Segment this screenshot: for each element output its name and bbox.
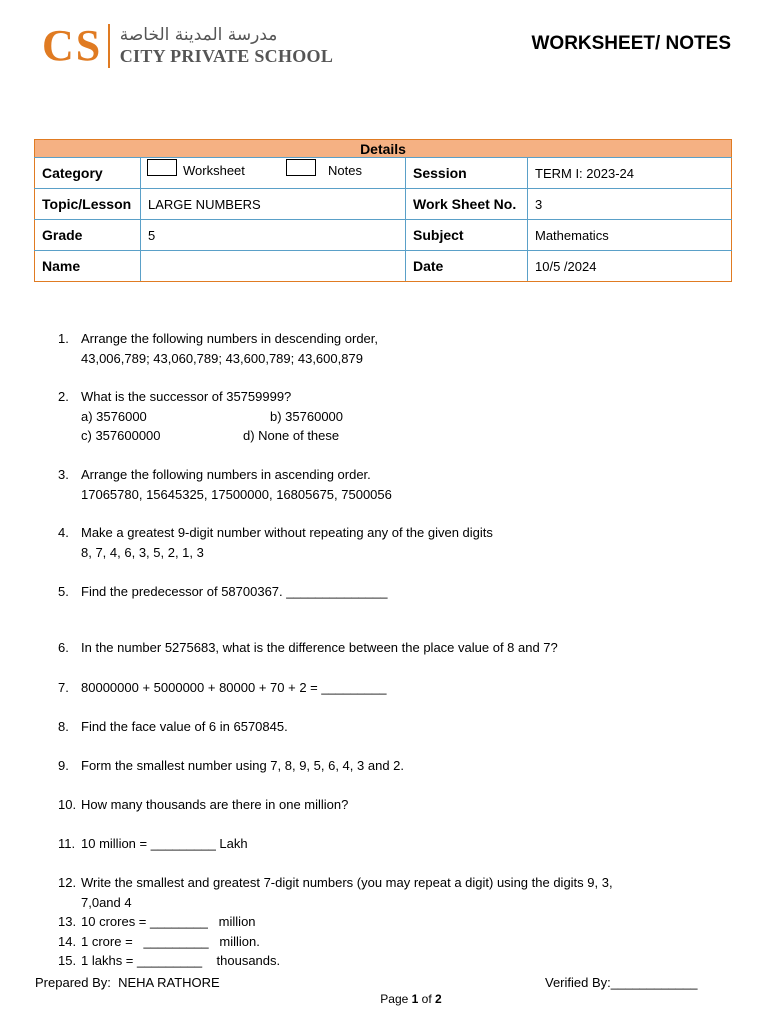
question-text: 43,006,789; 43,060,789; 43,600,789; 43,600,879 <box>81 350 363 366</box>
grade-value: 5 <box>141 220 406 251</box>
worksheet-option[interactable] <box>147 159 245 178</box>
category-options <box>141 158 406 189</box>
question-number: 6. <box>58 640 69 655</box>
answer-option: b) 35760000 <box>270 408 344 424</box>
question-number: 4. <box>58 525 69 540</box>
worksheet-checkbox[interactable] <box>147 159 177 176</box>
question-text: 17065780, 15645325, 17500000, 16805675, 7500056 <box>81 486 392 502</box>
question-number: 15. <box>58 953 77 968</box>
school-name-arabic: مدرسة المدينة الخاصة <box>119 25 278 45</box>
school-logo <box>42 22 333 70</box>
notes-option-label: Notes <box>328 163 362 178</box>
question-text: 8, 7, 4, 6, 3, 5, 2, 1, 3 <box>81 544 204 560</box>
question-number: 10. <box>58 797 77 812</box>
page-current: 1 <box>411 992 419 1006</box>
page-total: 2 <box>435 992 442 1006</box>
question-number: 14. <box>58 934 77 949</box>
question-number: 12. <box>58 875 77 890</box>
question-text: Make a greatest 9-digit number without repeating any of the given digits <box>81 525 493 540</box>
prepared-by: Prepared By: NEHA RATHORE <box>35 975 220 990</box>
page-indicator <box>0 992 768 1006</box>
topic-value: LARGE NUMBERS <box>141 189 406 220</box>
answer-option: d) None of these <box>243 428 340 443</box>
question-number: 13. <box>58 914 77 929</box>
question-number: 9. <box>58 758 69 773</box>
question-number: 11. <box>58 836 76 851</box>
question-text: 10 million = _________ Lakh <box>81 836 248 851</box>
school-name-english: CITY PRIVATE SCHOOL <box>119 46 334 66</box>
subject-label: Subject <box>406 220 528 251</box>
question-number: 7. <box>58 680 69 695</box>
worksheet-number-value: 3 <box>528 189 732 220</box>
page-prefix: Page <box>380 992 412 1006</box>
details-table <box>34 139 732 282</box>
question-text: Find the predecessor of 58700367. ______________ <box>81 584 388 599</box>
date-value: 10/5 /2024 <box>528 251 732 282</box>
question-number: 5. <box>58 584 69 599</box>
question-text: Arrange the following numbers in descending order, <box>81 331 379 346</box>
question-text: 7,0and 4 <box>81 894 132 910</box>
session-value: TERM I: 2023-24 <box>528 158 732 189</box>
session-label: Session <box>406 158 528 189</box>
date-label: Date <box>406 251 528 282</box>
verified-by: Verified By:____________ <box>545 975 698 990</box>
question-text: What is the successor of 35759999? <box>81 389 292 404</box>
question-text: Write the smallest and greatest 7-digit numbers (you may repeat a digit) using the digits 9, 3, <box>81 875 613 890</box>
question-text: Arrange the following numbers in ascending order. <box>81 467 371 482</box>
question-text: In the number 5275683, what is the difference between the place value of 8 and 7? <box>81 640 558 655</box>
question-text: 80000000 + 5000000 + 80000 + 70 + 2 = _________ <box>81 680 387 695</box>
details-header: Details <box>35 140 732 158</box>
question-text: Find the face value of 6 in 6570845. <box>81 719 288 734</box>
subject-value: Mathematics <box>528 220 732 251</box>
worksheet-number-label: Work Sheet No. <box>406 189 528 220</box>
worksheet-option-label: Worksheet <box>183 163 245 178</box>
notes-option[interactable] <box>286 159 362 178</box>
grade-label: Grade <box>35 220 141 251</box>
name-field[interactable] <box>141 251 406 282</box>
question-text: 1 lakhs = _________ thousands. <box>81 953 281 968</box>
answer-option: c) 357600000 <box>81 428 161 443</box>
question-text: Form the smallest number using 7, 8, 9, 5, 6, 4, 3 and 2. <box>81 758 405 773</box>
question-number: 8. <box>58 719 69 734</box>
question-text: 1 crore = _________ million. <box>81 934 260 949</box>
logo-text <box>120 25 333 67</box>
document-title: WORKSHEET/ NOTES <box>531 33 731 54</box>
name-label: Name <box>35 251 141 282</box>
notes-checkbox[interactable] <box>286 159 316 176</box>
question-text: How many thousands are there in one million? <box>81 797 349 812</box>
logo-divider <box>108 24 110 68</box>
topic-label: Topic/Lesson <box>35 189 141 220</box>
category-label: Category <box>35 158 141 189</box>
page-of: of <box>418 992 436 1006</box>
question-text: 10 crores = ________ million <box>81 914 256 929</box>
logo-letters: CS <box>42 21 103 70</box>
answer-option: a) 3576000 <box>81 408 147 424</box>
question-number: 2. <box>58 389 69 404</box>
question-number: 3. <box>58 467 69 482</box>
question-number: 1. <box>58 331 69 346</box>
